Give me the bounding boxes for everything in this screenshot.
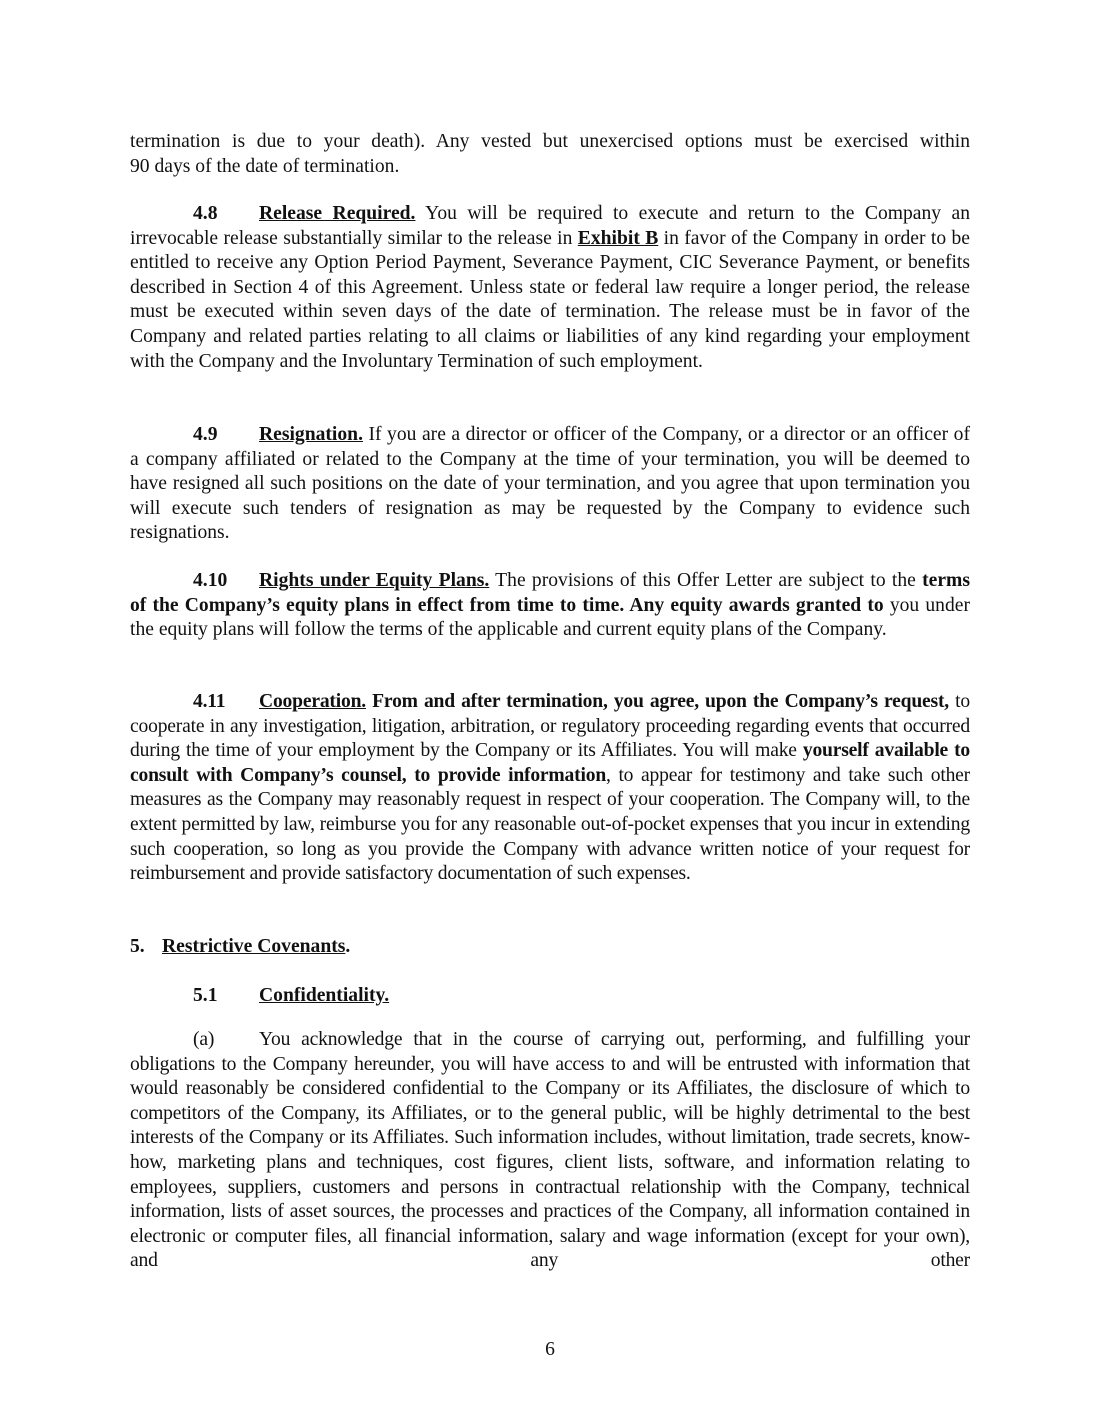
continuation-paragraph xyxy=(130,130,970,155)
continuation-line-2: 90 days of the date of termination. xyxy=(130,156,400,177)
continuation-line-1: termination is due to your death). Any vested but unexercised options must be exercised within xyxy=(130,131,970,152)
section-heading: Release Required. xyxy=(259,203,416,224)
section-number: 4.10 xyxy=(193,570,228,591)
section-heading: Restrictive Covenants xyxy=(162,936,346,957)
section-text-emphasis: From and after termination, you agree, upon the Company’s request, xyxy=(366,691,949,712)
section-4-10-paragraph xyxy=(130,569,970,643)
section-text: to cooperate in any investigation, litigation, arbitration, or regulatory proceeding regarding events that occurred during the time of your employment by the Company or its Affiliates. You will make xyxy=(130,691,970,762)
section-text: you under the equity plans will follow the terms of the applicable and current equity plans of the Company. xyxy=(130,594,970,641)
continuation-paragraph-end xyxy=(130,155,970,180)
section-4-8-paragraph xyxy=(130,202,970,374)
clause-text: You acknowledge that in the course of carrying out, performing, and fulfilling your obligations to the Company hereunder, you will have access to and will be entrusted with information that would reasonably be considered confidential to the Company or its Affiliates, the disclosure of which to competitors of the Company, its Affiliates, or to the general public, will be highly detrimental to the best interests of the Company or its Affiliates. Such information includes, without limitation, trade secrets, know-how, marketing plans and techniques, cost figures, client lists, software, and information relating to employees, suppliers, customers and persons in contractual relationship with the Company, technical information, lists of asset sources, the processes and practices of the Company, all information contained in electronic or computer files, all financial information, salary and wage information (except for your own), and any other xyxy=(130,1029,970,1272)
section-5-heading xyxy=(130,935,970,960)
section-heading: Rights under Equity Plans. xyxy=(259,570,490,591)
section-4-9-paragraph xyxy=(130,423,970,546)
section-5-1-heading xyxy=(130,984,970,1009)
section-text-emphasis: terms of the Company’s equity plans in effect from time to time. Any equity awards granted to xyxy=(130,570,970,616)
section-number: 5. xyxy=(130,936,145,957)
page-number: 6 xyxy=(545,1339,555,1360)
section-text: The provisions of this Offer Letter are subject to the xyxy=(489,570,923,591)
section-number: 4.8 xyxy=(193,203,218,224)
section-heading-period: . xyxy=(345,936,351,957)
section-text: in favor of the Company in order to be entitled to receive any Option Period Payment, Severance Payment, CIC Severance Payment, or benefits described in Section 4 of this Agreement. Unless state or federal law require a longer period, the release must be executed within seven days of the date of termination. The release must be in favor of the Company and related parties relating to all claims or liabilities of any kind regarding your employment with the Company and the Involuntary Termination of such employment. xyxy=(130,227,970,372)
clause-a-paragraph xyxy=(130,1028,970,1274)
exhibit-reference: Exhibit B xyxy=(577,227,659,249)
section-4-11-paragraph xyxy=(130,690,970,887)
section-text: , to appear for testimony and take such other measures as the Company may reasonably request in respect of your cooperation. The Company will, to the extent permitted by law, reimburse you for any reasonable out-of-pocket expenses that you incur in extending such cooperation, so long as you provide the Company with advance written notice of your request for reimbursement and provide satisfactory documentation of such expenses. xyxy=(130,764,970,885)
section-heading: Confidentiality. xyxy=(259,985,390,1006)
section-text-emphasis: yourself available to consult with Company’s counsel, to provide information xyxy=(130,740,971,786)
section-heading: Cooperation. xyxy=(259,691,366,712)
section-number: 4.11 xyxy=(193,691,226,712)
section-text: You will be required to execute and return to the Company an irrevocable release substantially similar to the release in xyxy=(130,203,970,249)
section-text: If you are a director or officer of the Company, or a director or an officer of a company affiliated or related to the Company at the time of your termination, you will be deemed to have resigned all such positions on the date of your termination, and you agree that upon termination you will execute such tenders of resignation as may be requested by the Company to evidence such resignations. xyxy=(130,424,970,544)
section-heading: Resignation. xyxy=(259,424,363,445)
clause-label: (a) xyxy=(193,1029,215,1050)
section-number: 5.1 xyxy=(193,985,218,1006)
section-number: 4.9 xyxy=(193,424,218,445)
